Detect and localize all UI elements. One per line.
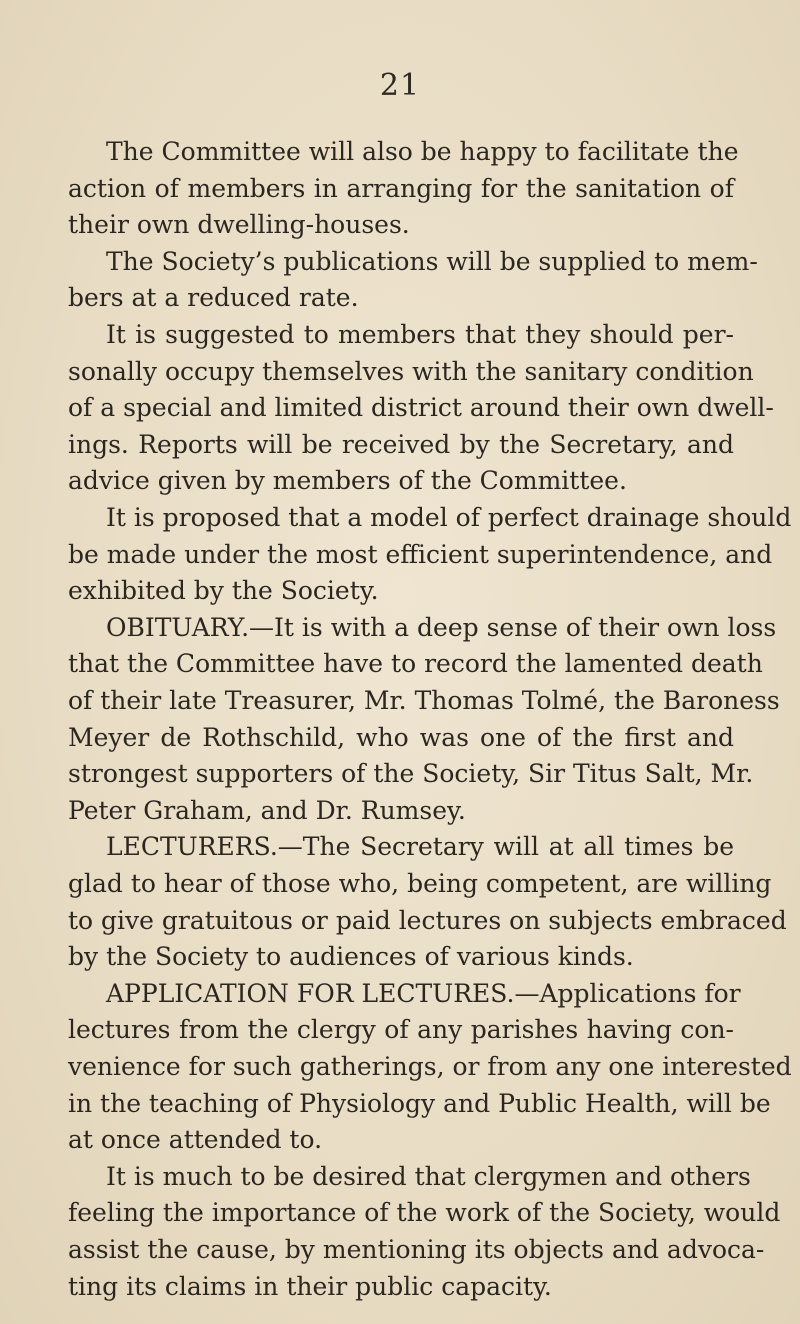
text-line: at once attended to.: [68, 1125, 323, 1155]
text-line: action of members in arranging for the sanitation of: [68, 173, 734, 203]
text-line: to give gratuitous or paid lectures on subjects embraced: [68, 905, 787, 935]
text-line: venience for such gatherings, or from any one interested: [68, 1052, 792, 1081]
text-line: exhibited by the Society.: [68, 576, 379, 606]
text-line: feeling the importance of the work of the Society, would: [68, 1198, 781, 1228]
text-line: The Committee will also be happy to facilitate the: [106, 137, 739, 166]
text-line: APPLICATION FOR LECTURES.—Applications for: [106, 978, 741, 1008]
text-line: Meyer de Rothschild, who was one of the first and: [68, 722, 734, 752]
text-line: ings. Reports will be received by the Secretary, and: [68, 429, 734, 459]
text-line: bers at a reduced rate.: [68, 283, 359, 313]
text-line: It is much to be desired that clergymen and others: [106, 1161, 751, 1191]
text-line: by the Society to audiences of various kinds.: [68, 942, 634, 972]
page-number: 21: [379, 68, 421, 103]
text-line: that the Committee have to record the lamented death: [68, 649, 763, 679]
text-line: be made under the most efficient superintendence, and: [68, 539, 773, 569]
text-line: Peter Graham, and Dr. Rumsey.: [68, 795, 466, 825]
text-line: strongest supporters of the Society, Sir Titus Salt, Mr.: [68, 759, 754, 789]
text-line: OBITUARY.—It is with a deep sense of their own loss: [106, 612, 777, 642]
text-line: their own dwelling-houses.: [68, 210, 410, 240]
text-line: sonally occupy themselves with the sanitary condition: [68, 356, 754, 386]
text-line: advice given by members of the Committee.: [68, 466, 627, 496]
text-line: LECTURERS.—The Secretary will at all times be: [106, 832, 734, 862]
text-line: of their late Treasurer, Mr. Thomas Tolmé, the Baroness: [68, 686, 780, 715]
text-line: It is suggested to members that they should per-: [106, 320, 734, 349]
text-line: lectures from the clergy of any parishes having con-: [68, 1015, 734, 1045]
text-line: ting its claims in their public capacity.: [68, 1271, 552, 1301]
text-line: in the teaching of Physiology and Public Health, will be: [68, 1088, 771, 1118]
text-line: of a special and limited district around their own dwell-: [68, 393, 774, 423]
text-line: It is proposed that a model of perfect drainage should: [106, 503, 792, 532]
text-line: The Society’s publications will be supplied to mem-: [106, 246, 758, 276]
text-line: glad to hear of those who, being competent, are willing: [68, 869, 772, 898]
text-line: assist the cause, by mentioning its objects and advoca-: [68, 1235, 765, 1264]
